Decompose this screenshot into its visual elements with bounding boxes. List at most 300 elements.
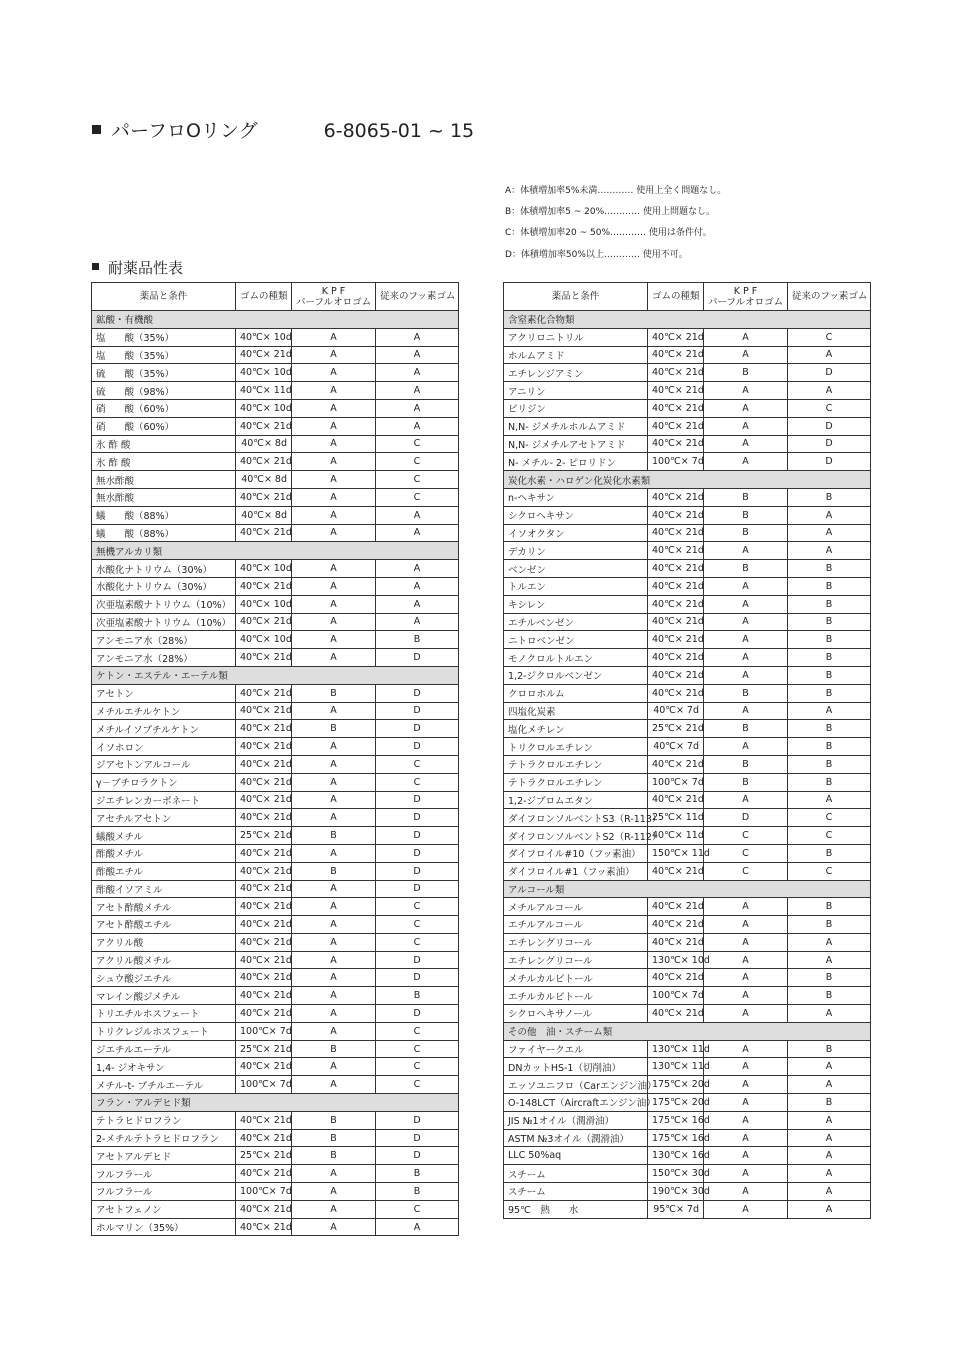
table-row xyxy=(504,488,871,506)
kpf-rating-cell: A xyxy=(704,1076,788,1094)
conventional-rating-cell: A xyxy=(788,1183,871,1201)
condition-cell: 100℃× 7d xyxy=(236,1022,292,1040)
conventional-rating-cell: B xyxy=(788,898,871,916)
chemical-cell: アニリン xyxy=(504,382,648,400)
kpf-rating-cell: A xyxy=(704,542,788,560)
kpf-rating-cell: A xyxy=(704,969,788,987)
table-row xyxy=(504,631,871,649)
chemical-cell: 次亜塩素酸ナトリウム（10%） xyxy=(92,613,236,631)
table-row xyxy=(504,524,871,542)
category-label: フラン・アルデヒド類 xyxy=(92,1094,459,1112)
kpf-rating-cell: B xyxy=(704,506,788,524)
table-row xyxy=(504,862,871,880)
table-row xyxy=(92,933,459,951)
kpf-rating-cell: D xyxy=(704,809,788,827)
kpf-rating-cell: A xyxy=(704,399,788,417)
chemical-resistance-table-right xyxy=(503,282,871,1219)
table-row xyxy=(504,1129,871,1147)
table-row xyxy=(92,382,459,400)
conventional-rating-cell: B xyxy=(788,631,871,649)
chemical-cell: 硫 酸（98%） xyxy=(92,382,236,400)
header-kpf-line2: パーフルオロゴム xyxy=(708,296,784,308)
kpf-rating-cell: A xyxy=(704,453,788,471)
kpf-rating-cell: A xyxy=(292,346,376,364)
chemical-cell: n-ヘキサン xyxy=(504,488,648,506)
conventional-rating-cell: B xyxy=(376,1183,459,1201)
conventional-rating-cell: B xyxy=(788,684,871,702)
conventional-rating-cell: A xyxy=(788,1165,871,1183)
condition-cell: 40℃× 21d xyxy=(648,435,704,453)
conventional-rating-cell: C xyxy=(376,1040,459,1058)
chemical-cell: 蟻 酸（88%） xyxy=(92,524,236,542)
condition-cell: 40℃× 21d xyxy=(648,649,704,667)
condition-cell: 40℃× 10d xyxy=(236,631,292,649)
category-label: 含窒素化合物類 xyxy=(504,311,871,329)
kpf-rating-cell: A xyxy=(704,328,788,346)
condition-cell: 150℃× 30d xyxy=(648,1165,704,1183)
kpf-rating-cell: C xyxy=(704,862,788,880)
table-row xyxy=(504,791,871,809)
conventional-rating-cell: C xyxy=(376,916,459,934)
chemical-cell: 硫 酸（35%） xyxy=(92,364,236,382)
chemical-cell: 酢酸イソアミル xyxy=(92,880,236,898)
conventional-rating-cell: A xyxy=(788,791,871,809)
chemical-cell: ベンゼン xyxy=(504,560,648,578)
kpf-rating-cell: B xyxy=(292,1040,376,1058)
kpf-rating-cell: A xyxy=(292,577,376,595)
table-row xyxy=(504,951,871,969)
table-body-right xyxy=(504,311,871,1219)
condition-cell: 40℃× 21d xyxy=(236,1111,292,1129)
condition-cell: 190℃× 30d xyxy=(648,1183,704,1201)
table-row xyxy=(504,1094,871,1112)
conventional-rating-cell: A xyxy=(376,560,459,578)
conventional-rating-cell: D xyxy=(376,969,459,987)
table-row xyxy=(504,702,871,720)
chemical-cell: ニトロベンゼン xyxy=(504,631,648,649)
condition-cell: 130℃× 10d xyxy=(648,951,704,969)
condition-cell: 40℃× 10d xyxy=(236,399,292,417)
chemical-cell: 水酸化ナトリウム（30%） xyxy=(92,560,236,578)
table-row xyxy=(504,346,871,364)
condition-cell: 40℃× 21d xyxy=(648,684,704,702)
condition-cell: 40℃× 21d xyxy=(236,453,292,471)
table-row xyxy=(504,1005,871,1023)
table-row xyxy=(92,951,459,969)
kpf-rating-cell: B xyxy=(704,488,788,506)
kpf-rating-cell: B xyxy=(292,1147,376,1165)
condition-cell: 40℃× 21d xyxy=(236,951,292,969)
table-body-left xyxy=(92,311,459,1236)
header-chemical: 薬品と条件 xyxy=(504,283,648,311)
table-row xyxy=(92,328,459,346)
chemical-cell: ダイフロイル#1（フッ素油） xyxy=(504,862,648,880)
condition-cell: 40℃× 21d xyxy=(236,969,292,987)
table-row xyxy=(504,1183,871,1201)
kpf-rating-cell: A xyxy=(292,399,376,417)
condition-cell: 175℃× 16d xyxy=(648,1111,704,1129)
table-row xyxy=(92,791,459,809)
kpf-rating-cell: A xyxy=(292,364,376,382)
table-row xyxy=(92,916,459,934)
kpf-rating-cell: A xyxy=(704,346,788,364)
chemical-cell: JIS №1オイル（潤滑油） xyxy=(504,1111,648,1129)
kpf-rating-cell: A xyxy=(292,1165,376,1183)
kpf-rating-cell: A xyxy=(292,1058,376,1076)
kpf-rating-cell: A xyxy=(704,898,788,916)
chemical-cell: LLC 50%aq xyxy=(504,1147,648,1165)
table-row xyxy=(92,435,459,453)
conventional-rating-cell: A xyxy=(788,346,871,364)
kpf-rating-cell: A xyxy=(292,613,376,631)
conventional-rating-cell: A xyxy=(376,577,459,595)
kpf-rating-cell: A xyxy=(292,1022,376,1040)
chemical-cell: 硝 酸（60%） xyxy=(92,417,236,435)
table-row xyxy=(92,595,459,613)
kpf-rating-cell: B xyxy=(292,827,376,845)
conventional-rating-cell: B xyxy=(788,560,871,578)
chemical-cell: ダイフロンソルベントS2（R-112） xyxy=(504,827,648,845)
kpf-rating-cell: A xyxy=(704,1094,788,1112)
header-condition: ゴムの種類 xyxy=(236,283,292,311)
chemical-cell: エチルアルコール xyxy=(504,916,648,934)
table-row xyxy=(92,346,459,364)
table-row xyxy=(92,684,459,702)
chemical-cell: N- メチル- 2- ピロリドン xyxy=(504,453,648,471)
chemical-cell: キシレン xyxy=(504,595,648,613)
kpf-rating-cell: A xyxy=(704,987,788,1005)
conventional-rating-cell: B xyxy=(788,738,871,756)
kpf-rating-cell: A xyxy=(292,1218,376,1236)
table-row xyxy=(92,631,459,649)
chemical-cell: フルフラール xyxy=(92,1183,236,1201)
kpf-rating-cell: A xyxy=(704,1040,788,1058)
kpf-rating-cell: A xyxy=(292,1076,376,1094)
condition-cell: 40℃× 10d xyxy=(236,560,292,578)
conventional-rating-cell: B xyxy=(788,488,871,506)
condition-cell: 40℃× 21d xyxy=(648,969,704,987)
chemical-cell: 2-メチルテトラヒドロフラン xyxy=(92,1129,236,1147)
kpf-rating-cell: A xyxy=(704,1165,788,1183)
table-row xyxy=(504,382,871,400)
square-bullet-icon xyxy=(92,263,99,270)
chemical-resistance-table-left xyxy=(91,282,459,1236)
table-row xyxy=(92,809,459,827)
condition-cell: 40℃× 21d xyxy=(648,524,704,542)
chemical-cell: ホルムアミド xyxy=(504,346,648,364)
chemical-cell: 1,4- ジオキサン xyxy=(92,1058,236,1076)
conventional-rating-cell: B xyxy=(788,666,871,684)
table-row xyxy=(92,613,459,631)
conventional-rating-cell: A xyxy=(376,328,459,346)
condition-cell: 40℃× 21d xyxy=(236,346,292,364)
conventional-rating-cell: B xyxy=(788,613,871,631)
chemical-cell: アンモニア水（28%） xyxy=(92,631,236,649)
condition-cell: 40℃× 21d xyxy=(236,933,292,951)
table-row xyxy=(504,1058,871,1076)
kpf-rating-cell: A xyxy=(292,933,376,951)
chemical-cell: メチル-t- ブチルエーテル xyxy=(92,1076,236,1094)
legend-line: A：体積増加率5%未満………… 使用上全く問題なし。 xyxy=(505,186,727,196)
table-row xyxy=(504,987,871,1005)
conventional-rating-cell: D xyxy=(376,649,459,667)
condition-cell: 40℃× 21d xyxy=(648,1005,704,1023)
chemical-cell: 酢酸エチル xyxy=(92,862,236,880)
chemical-cell: 四塩化炭素 xyxy=(504,702,648,720)
conventional-rating-cell: D xyxy=(376,844,459,862)
kpf-rating-cell: A xyxy=(292,1183,376,1201)
table-row xyxy=(92,1129,459,1147)
kpf-rating-cell: B xyxy=(704,524,788,542)
condition-cell: 40℃× 8d xyxy=(236,506,292,524)
chemical-cell: 無水酢酸 xyxy=(92,488,236,506)
header-kpf-line1: K P F xyxy=(321,285,346,297)
conventional-rating-cell: C xyxy=(376,1058,459,1076)
chemical-cell: アセト酢酸エチル xyxy=(92,916,236,934)
chemical-cell: 1,2-ジブロムエタン xyxy=(504,791,648,809)
condition-cell: 40℃× 21d xyxy=(236,488,292,506)
kpf-rating-cell: A xyxy=(704,738,788,756)
kpf-rating-cell: A xyxy=(704,577,788,595)
chemical-cell: アンモニア水（28%） xyxy=(92,649,236,667)
chemical-cell: 蟻 酸（88%） xyxy=(92,506,236,524)
chemical-cell: DNカットHS-1（切削油） xyxy=(504,1058,648,1076)
condition-cell: 100℃× 7d xyxy=(236,1183,292,1201)
conventional-rating-cell: A xyxy=(788,382,871,400)
conventional-rating-cell: B xyxy=(376,987,459,1005)
legend-line: B：体積増加率5 ~ 20%………… 使用上問題なし。 xyxy=(505,207,716,218)
kpf-rating-cell: A xyxy=(292,755,376,773)
chemical-cell: ジアセトンアルコール xyxy=(92,755,236,773)
kpf-rating-cell: B xyxy=(704,364,788,382)
kpf-rating-cell: C xyxy=(704,844,788,862)
kpf-rating-cell: A xyxy=(292,773,376,791)
conventional-rating-cell: B xyxy=(788,755,871,773)
conventional-rating-cell: D xyxy=(788,435,871,453)
conventional-rating-cell: B xyxy=(788,720,871,738)
conventional-rating-cell: B xyxy=(376,631,459,649)
kpf-rating-cell: A xyxy=(704,1183,788,1201)
header-kpf xyxy=(292,283,376,311)
chemical-cell: ダイフロイル#10（フッ素油） xyxy=(504,844,648,862)
table-row xyxy=(504,809,871,827)
kpf-rating-cell: A xyxy=(704,631,788,649)
chemical-cell: ジエチレンカーボネート xyxy=(92,791,236,809)
chemical-cell: シクロヘキサノール xyxy=(504,1005,648,1023)
chemical-cell: ジエチルエーテル xyxy=(92,1040,236,1058)
chemical-cell: テトラクロルエチレン xyxy=(504,755,648,773)
kpf-rating-cell: A xyxy=(704,933,788,951)
chemical-cell: イソオクタン xyxy=(504,524,648,542)
table-row xyxy=(92,1040,459,1058)
condition-cell: 40℃× 21d xyxy=(648,346,704,364)
chemical-cell: ダイフロンソルベントS3（R-113） xyxy=(504,809,648,827)
condition-cell: 25℃× 21d xyxy=(236,1147,292,1165)
kpf-rating-cell: B xyxy=(292,684,376,702)
chemical-cell: アセチルアセトン xyxy=(92,809,236,827)
condition-cell: 40℃× 11d xyxy=(236,382,292,400)
table-row xyxy=(504,969,871,987)
chemical-cell: モノクロルトルエン xyxy=(504,649,648,667)
header-chemical: 薬品と条件 xyxy=(92,283,236,311)
table-header-row xyxy=(504,283,871,311)
kpf-rating-cell: A xyxy=(292,382,376,400)
kpf-rating-cell: B xyxy=(292,1129,376,1147)
condition-cell: 40℃× 21d xyxy=(236,755,292,773)
kpf-rating-cell: A xyxy=(704,595,788,613)
kpf-rating-cell: A xyxy=(292,702,376,720)
chemical-cell: アセトアルデヒド xyxy=(92,1147,236,1165)
chemical-cell: N,N- ジメチルアセトアミド xyxy=(504,435,648,453)
condition-cell: 40℃× 21d xyxy=(648,613,704,631)
condition-cell: 40℃× 21d xyxy=(236,844,292,862)
conventional-rating-cell: B xyxy=(788,969,871,987)
condition-cell: 40℃× 21d xyxy=(648,506,704,524)
table-row xyxy=(504,1147,871,1165)
conventional-rating-cell: A xyxy=(376,613,459,631)
condition-cell: 40℃× 21d xyxy=(236,862,292,880)
table-row xyxy=(92,506,459,524)
conventional-rating-cell: C xyxy=(788,827,871,845)
chemical-cell: O-148LCT（Aircraftエンジン油） xyxy=(504,1094,648,1112)
condition-cell: 40℃× 21d xyxy=(648,791,704,809)
conventional-rating-cell: A xyxy=(788,524,871,542)
conventional-rating-cell: D xyxy=(376,1005,459,1023)
condition-cell: 40℃× 21d xyxy=(236,880,292,898)
chemical-cell: トリクロルエチレン xyxy=(504,738,648,756)
conventional-rating-cell: D xyxy=(376,720,459,738)
chemical-cell: デカリン xyxy=(504,542,648,560)
chemical-cell: シュウ酸ジエチル xyxy=(92,969,236,987)
table-row xyxy=(92,1218,459,1236)
conventional-rating-cell: C xyxy=(376,435,459,453)
conventional-rating-cell: C xyxy=(788,399,871,417)
condition-cell: 25℃× 21d xyxy=(236,827,292,845)
table-row xyxy=(92,1076,459,1094)
kpf-rating-cell: A xyxy=(292,898,376,916)
condition-cell: 25℃× 11d xyxy=(648,809,704,827)
conventional-rating-cell: A xyxy=(788,506,871,524)
category-row xyxy=(504,1022,871,1040)
chemical-cell: ファイヤークエル xyxy=(504,1040,648,1058)
conventional-rating-cell: A xyxy=(788,1129,871,1147)
conventional-rating-cell: B xyxy=(788,844,871,862)
header-conventional: 従来のフッ素ゴム xyxy=(376,283,459,311)
kpf-rating-cell: B xyxy=(292,1111,376,1129)
conventional-rating-cell: C xyxy=(376,1022,459,1040)
kpf-rating-cell: A xyxy=(292,453,376,471)
chemical-cell: 硝 酸（60%） xyxy=(92,399,236,417)
conventional-rating-cell: D xyxy=(376,702,459,720)
table-row xyxy=(92,1005,459,1023)
table-row xyxy=(504,399,871,417)
condition-cell: 40℃× 7d xyxy=(648,738,704,756)
category-row xyxy=(92,666,459,684)
kpf-rating-cell: A xyxy=(292,524,376,542)
condition-cell: 40℃× 21d xyxy=(236,1129,292,1147)
condition-cell: 40℃× 7d xyxy=(648,702,704,720)
condition-cell: 40℃× 21d xyxy=(236,987,292,1005)
condition-cell: 40℃× 11d xyxy=(648,827,704,845)
condition-cell: 40℃× 21d xyxy=(648,862,704,880)
condition-cell: 40℃× 21d xyxy=(236,916,292,934)
condition-cell: 100℃× 7d xyxy=(648,773,704,791)
condition-cell: 130℃× 11d xyxy=(648,1058,704,1076)
header-conventional: 従来のフッ素ゴム xyxy=(788,283,871,311)
table-row xyxy=(92,649,459,667)
table-row xyxy=(504,1200,871,1218)
chemical-cell: シクロヘキサン xyxy=(504,506,648,524)
chemical-cell: 氷 酢 酸 xyxy=(92,435,236,453)
chemical-cell: エチルベンゼン xyxy=(504,613,648,631)
kpf-rating-cell: A xyxy=(704,916,788,934)
chemical-cell: 氷 酢 酸 xyxy=(92,453,236,471)
kpf-rating-cell: A xyxy=(292,844,376,862)
table-row xyxy=(92,720,459,738)
kpf-rating-cell: B xyxy=(704,720,788,738)
condition-cell: 40℃× 21d xyxy=(236,649,292,667)
conventional-rating-cell: D xyxy=(376,827,459,845)
conventional-rating-cell: C xyxy=(376,1076,459,1094)
table-row xyxy=(504,1076,871,1094)
conventional-rating-cell: B xyxy=(788,1040,871,1058)
chemical-cell: ピリジン xyxy=(504,399,648,417)
conventional-rating-cell: C xyxy=(376,453,459,471)
table-row xyxy=(504,898,871,916)
table-row xyxy=(92,453,459,471)
table-row xyxy=(504,328,871,346)
conventional-rating-cell: A xyxy=(788,1076,871,1094)
conventional-rating-cell: D xyxy=(376,1147,459,1165)
chemical-cell: アクリロニトリル xyxy=(504,328,648,346)
chemical-cell: メチルカルビトール xyxy=(504,969,648,987)
kpf-rating-cell: A xyxy=(292,1200,376,1218)
chemical-cell: スチーム xyxy=(504,1183,648,1201)
kpf-rating-cell: B xyxy=(292,720,376,738)
table-row xyxy=(504,577,871,595)
table-row xyxy=(92,987,459,1005)
table-row xyxy=(504,453,871,471)
condition-cell: 40℃× 21d xyxy=(236,524,292,542)
table-row xyxy=(504,364,871,382)
table-row xyxy=(504,666,871,684)
header-kpf-line2: パーフルオロゴム xyxy=(296,296,372,308)
table-row xyxy=(504,933,871,951)
conventional-rating-cell: C xyxy=(788,328,871,346)
conventional-rating-cell: A xyxy=(788,1005,871,1023)
conventional-rating-cell: D xyxy=(788,453,871,471)
condition-cell: 40℃× 21d xyxy=(236,791,292,809)
condition-cell: 40℃× 21d xyxy=(648,898,704,916)
conventional-rating-cell: A xyxy=(788,1147,871,1165)
condition-cell: 25℃× 21d xyxy=(236,1040,292,1058)
conventional-rating-cell: B xyxy=(788,773,871,791)
chemical-cell: イソホロン xyxy=(92,738,236,756)
conventional-rating-cell: B xyxy=(788,987,871,1005)
table-row xyxy=(92,524,459,542)
chemical-cell: エチレングリコール xyxy=(504,951,648,969)
table-row xyxy=(92,773,459,791)
category-row xyxy=(504,880,871,898)
table-row xyxy=(504,1040,871,1058)
conventional-rating-cell: A xyxy=(376,1218,459,1236)
conventional-rating-cell: A xyxy=(376,399,459,417)
conventional-rating-cell: C xyxy=(376,773,459,791)
conventional-rating-cell: D xyxy=(788,364,871,382)
conventional-rating-cell: B xyxy=(788,649,871,667)
category-label: アルコール類 xyxy=(504,880,871,898)
conventional-rating-cell: A xyxy=(788,1058,871,1076)
